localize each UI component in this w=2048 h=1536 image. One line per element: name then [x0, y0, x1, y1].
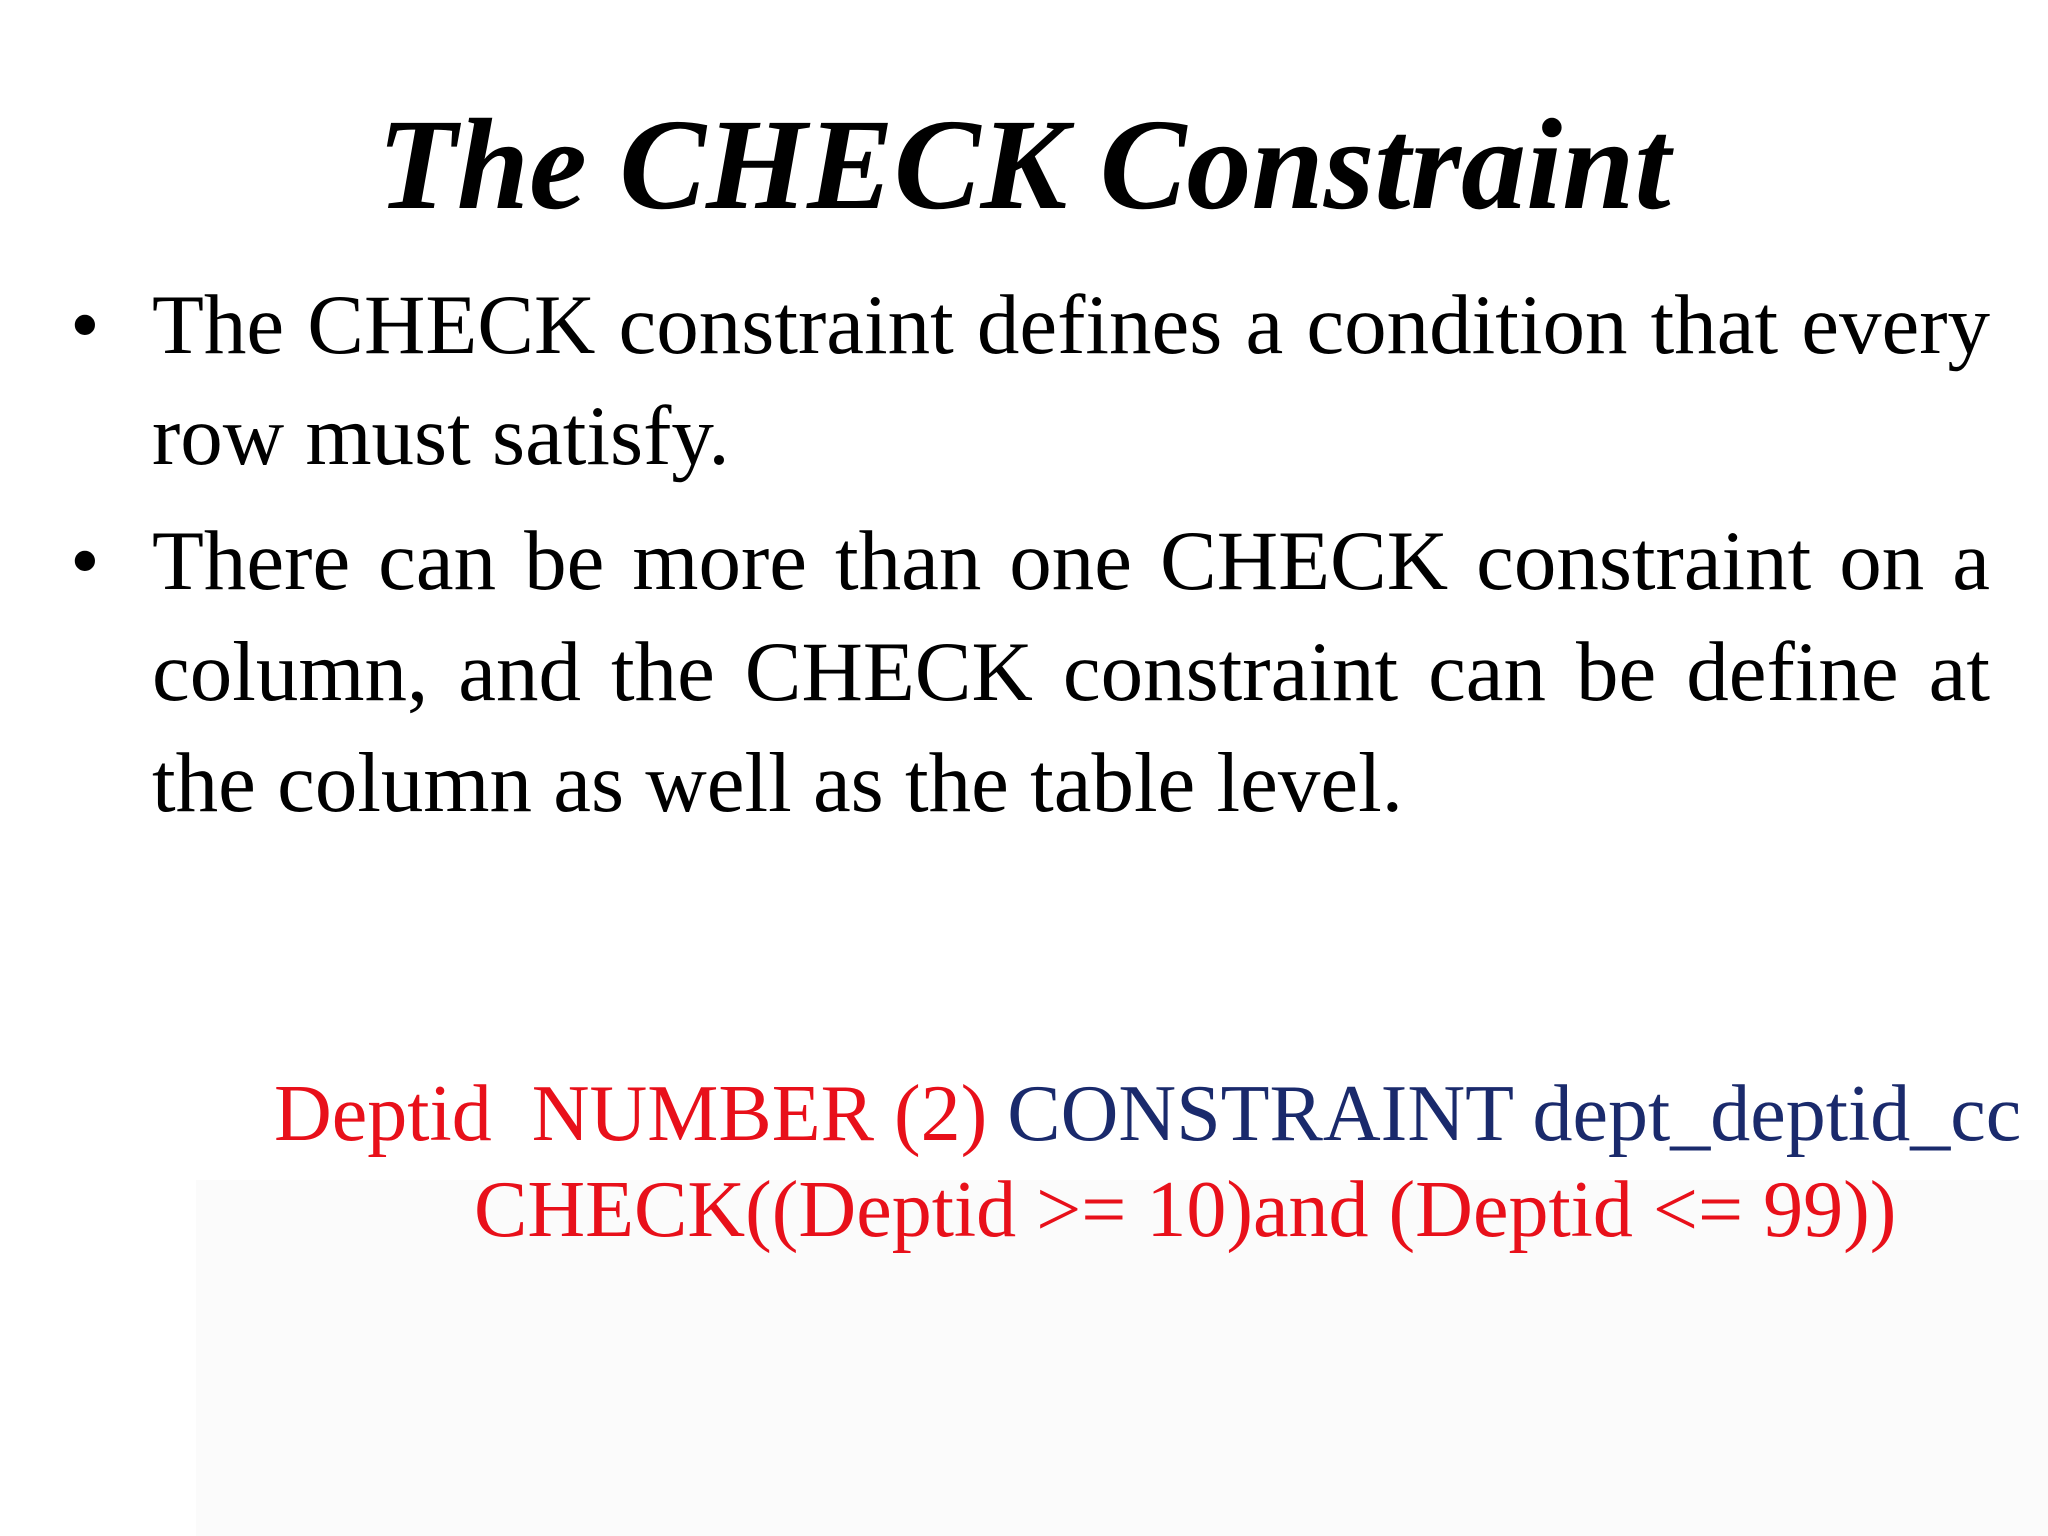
bullet-text: There can be more than one CHECK constraint on a column, and the CHECK constraint can be define at the column as well as the table level.	[152, 514, 1990, 830]
slide-title: The CHECK Constraint	[377, 93, 1671, 237]
code-constraint-name: CONSTRAINT dept_deptid_cc	[1007, 1070, 2022, 1158]
bullet-icon: •	[70, 514, 100, 608]
code-check-condition: CHECK((Deptid >= 10)and (Deptid <= 99))	[474, 1166, 1897, 1254]
code-column-definition: Deptid NUMBER (2)	[274, 1070, 1008, 1158]
bullet-text: The CHECK constraint defines a condition that every row must satisfy.	[152, 278, 1990, 483]
bullet-icon: •	[70, 278, 100, 372]
bullet-item	[70, 270, 1990, 492]
bullet-list	[70, 270, 1990, 853]
bullet-item	[70, 506, 1990, 839]
code-line-2	[354, 1066, 1896, 1354]
